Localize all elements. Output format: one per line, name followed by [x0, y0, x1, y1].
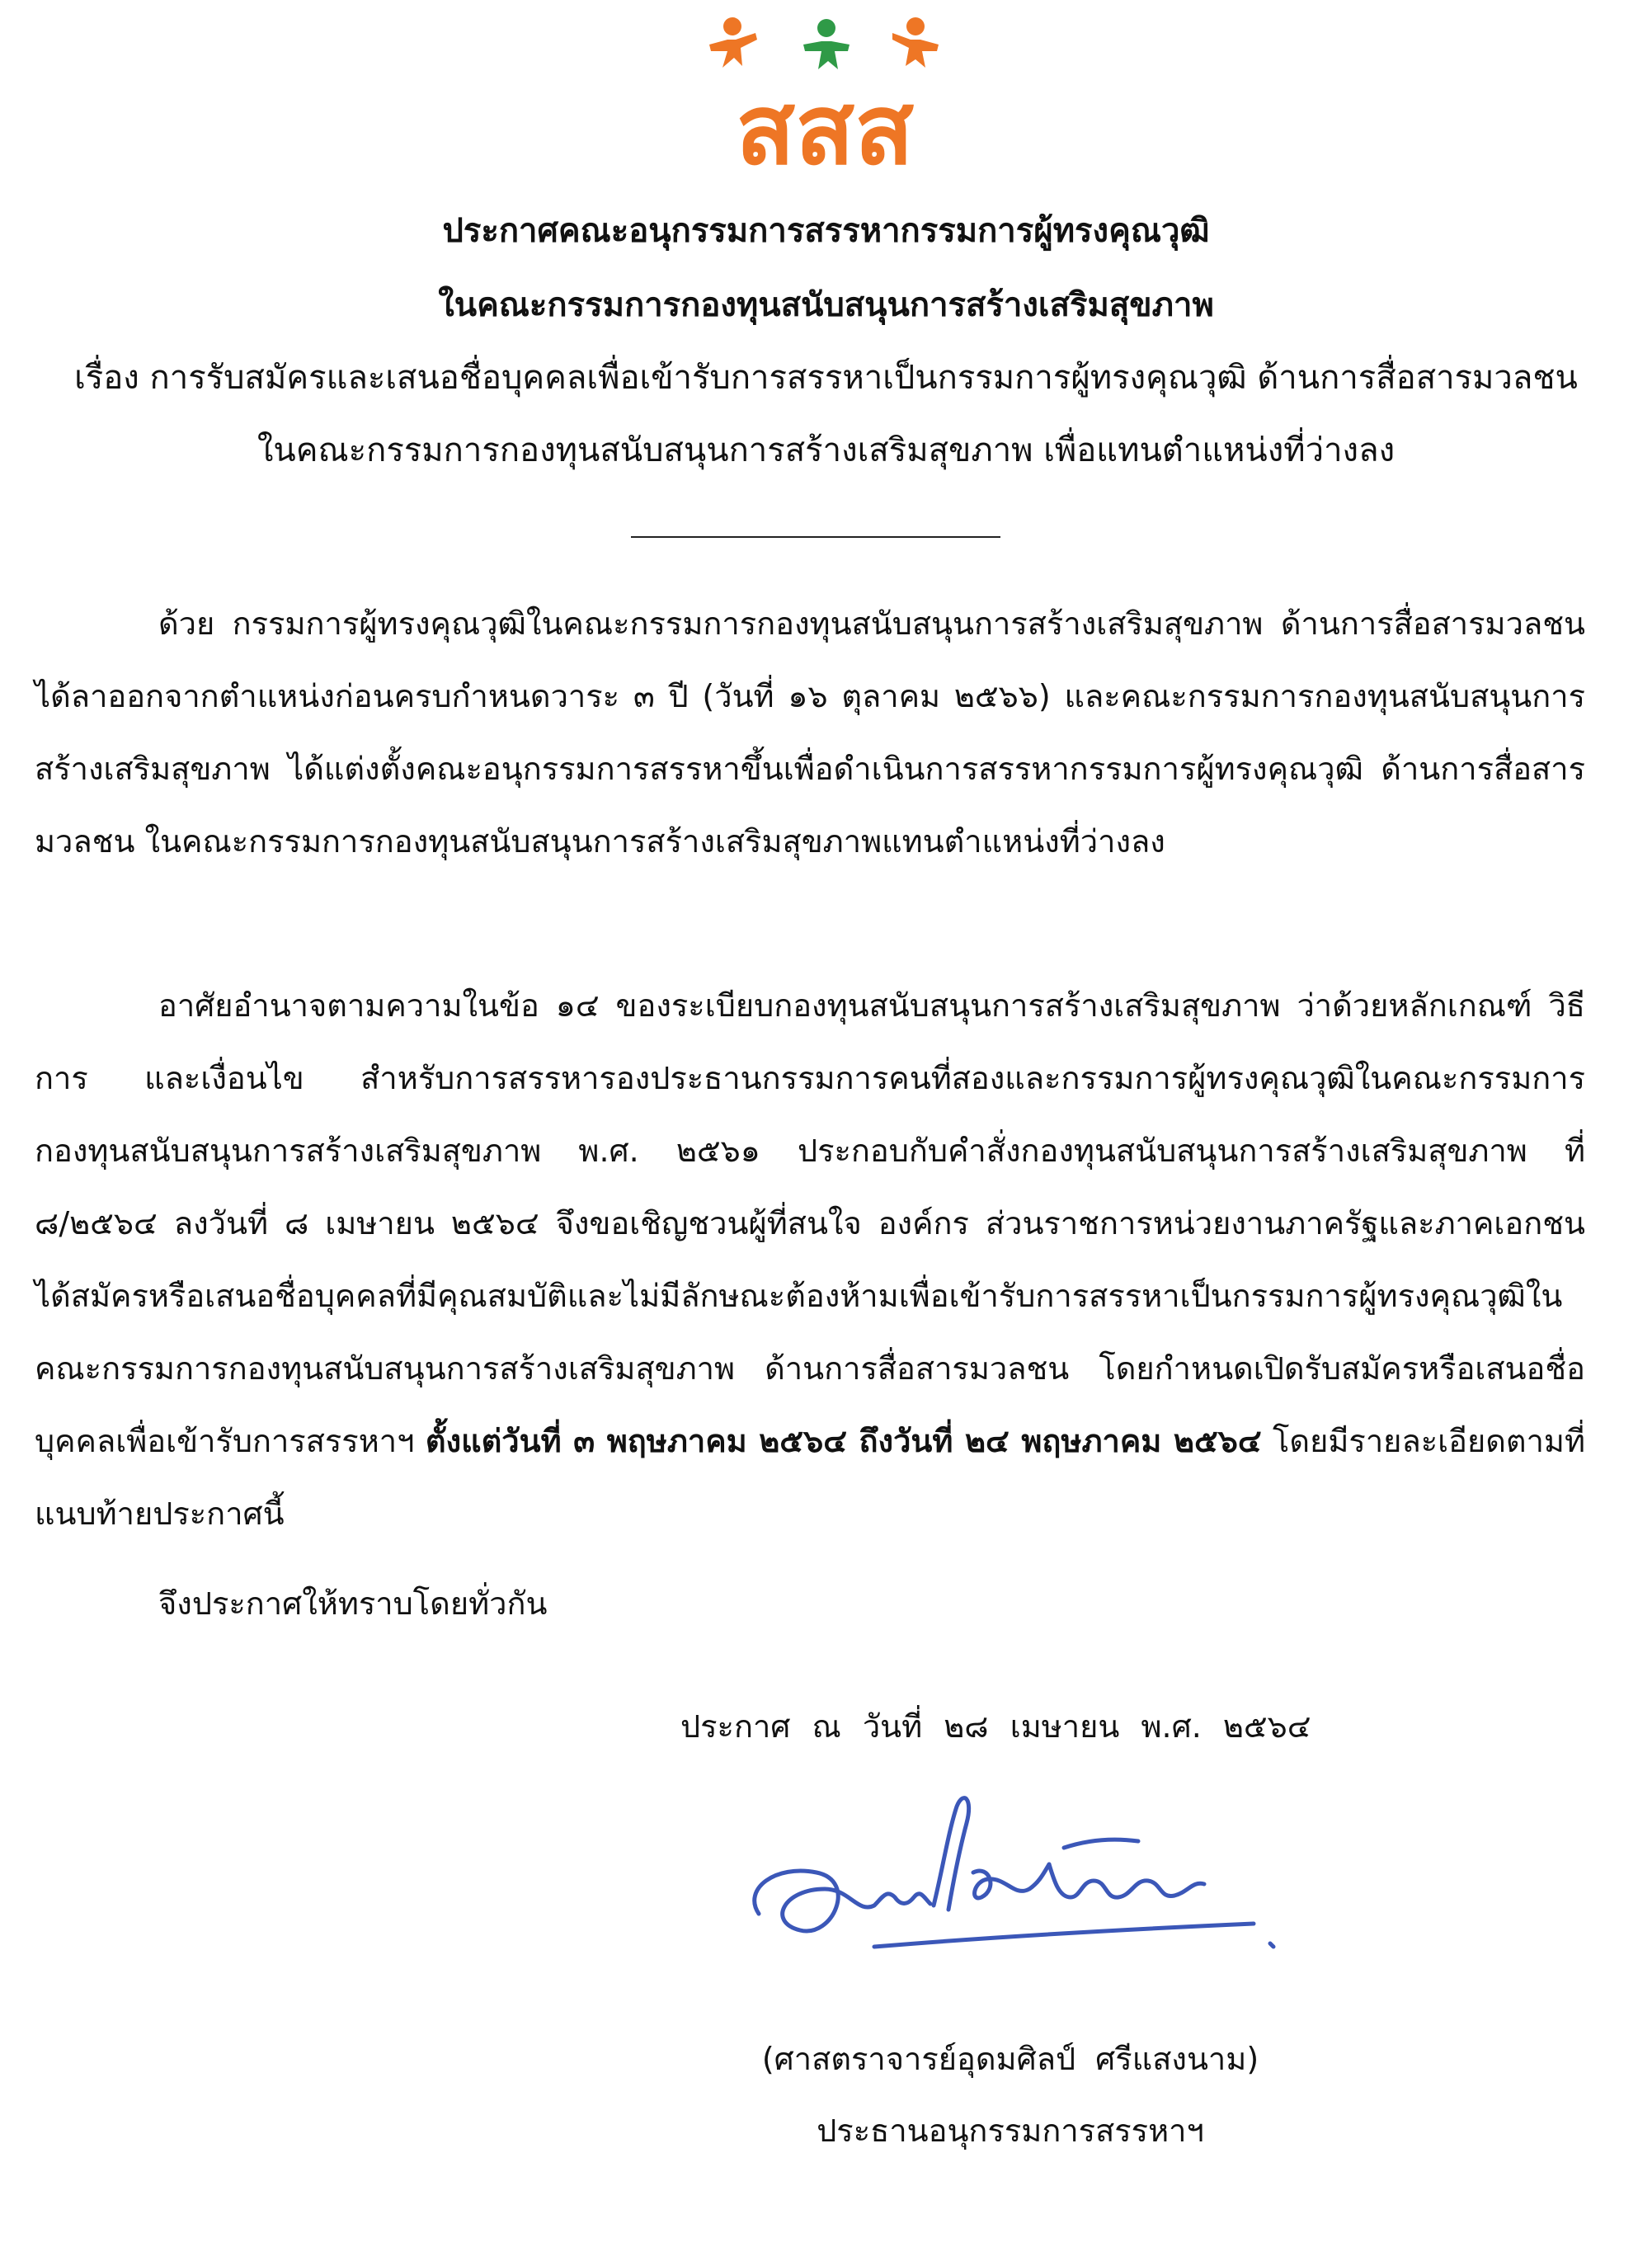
signer-name: (ศาสตราจารย์อุดมศิลป์ ศรีแสงนาม): [761, 2041, 1259, 2077]
figure-middle-icon: [803, 19, 850, 69]
signer-position: ประธานอนุกรรมการสรรหาฯ: [817, 2113, 1204, 2149]
handwritten-signature-icon: [726, 1774, 1320, 1996]
paragraph-2-end: โดยมีรายละเอียดตามที่แนบท้ายประกาศนี้: [35, 1423, 1586, 1532]
announcement-title: ประกาศคณะอนุกรรมการสรรหากรรมการผู้ทรงคุณวุฒิ: [442, 212, 1210, 250]
subject-line-2: ในคณะกรรมการกองทุนสนับสนุนการสร้างเสริมสุขภาพ เพื่อแทนตำแหน่งที่ว่างลง: [257, 431, 1395, 469]
logo-wordmark: สสส: [735, 73, 915, 173]
announcement-title-line2: ในคณะกรรมการกองทุนสนับสนุนการสร้างเสริมสุขภาพ: [438, 286, 1214, 324]
subject-line: เรื่อง การรับสมัครและเสนอชื่อบุคคลเพื่อเข้ารับการสรรหาเป็นกรรมการผู้ทรงคุณวุฒิ ด้านการสื่อสารมวลชน: [74, 359, 1578, 397]
paragraph-3: จึงประกาศให้ทราบโดยทั่วกัน: [158, 1585, 548, 1622]
thaihealth-logo-icon: [676, 8, 973, 173]
announcement-date: ประกาศ ณ วันที่ ๒๘ เมษายน พ.ศ. ๒๕๖๔: [680, 1708, 1311, 1745]
figure-right-icon: [892, 17, 939, 68]
application-period: ตั้งแต่วันที่ ๓ พฤษภาคม ๒๕๖๔ ถึงวันที่ ๒๔ พฤษภาคม ๒๕๖๔: [425, 1423, 1262, 1459]
paragraph-1: ด้วย กรรมการผู้ทรงคุณวุฒิในคณะกรรมการกองทุนสนับสนุนการสร้างเสริมสุขภาพ ด้านการสื่อสารมวลชน ได้ลาออกจากตำแหน่งก่อนครบกำหนดวาระ ๓ ปี (วันที่ ๑๖ ตุลาคม ๒๕๖๖) และคณะกรรมการกองทุนสนับสนุนการสร้างเสริมสุขภาพ ได้แต่งตั้งคณะอนุกรรมการสรรหาขึ้นเพื่อดำเนินการสรรหากรรมการผู้ทรงคุณวุฒิ ด้านการสื่อสารมวลชน ในคณะกรรมการกองทุนสนับสนุนการสร้างเสริมสุขภาพแทนตำแหน่งที่ว่างลง: [35, 605, 1585, 860]
paragraph-2: [35, 969, 1585, 1550]
divider: [631, 536, 1000, 538]
figure-left-icon: [709, 17, 757, 68]
paragraph-2-text: อาศัยอำนาจตามความในข้อ ๑๔ ของระเบียบกองทุนสนับสนุนการสร้างเสริมสุขภาพ ว่าด้วยหลักเกณฑ์ วิธีการ และเงื่อนไข สำหรับการสรรหารองประธานกรรมการคนที่สองและกรรมการผู้ทรงคุณวุฒิในคณะกรรมการกองทุนสนับสนุนการสร้างเสริมสุขภาพ พ.ศ. ๒๕๖๑ ประกอบกับคำสั่งกองทุนสนับสนุนการสร้างเสริมสุขภาพ ที่ ๘/๒๕๖๔ ลงวันที่ ๘ เมษายน ๒๕๖๔ จึงขอเชิญชวนผู้ที่สนใจ องค์กร ส่วนราชการหน่วยงานภาครัฐและภาคเอกชน ได้สมัครหรือเสนอชื่อบุคคลที่มีคุณสมบัติและไม่มีลักษณะต้องห้ามเพื่อเข้ารับการสรรหาเป็นกรรมการผู้ทรงคุณวุฒิในคณะกรรมการกองทุนสนับสนุนการสร้างเสริมสุขภาพ ด้านการสื่อสารมวลชน โดยกำหนดเปิดรับสมัครหรือเสนอชื่อบุคคลเพื่อเข้ารับการสรรหาฯ: [35, 987, 1585, 1459]
